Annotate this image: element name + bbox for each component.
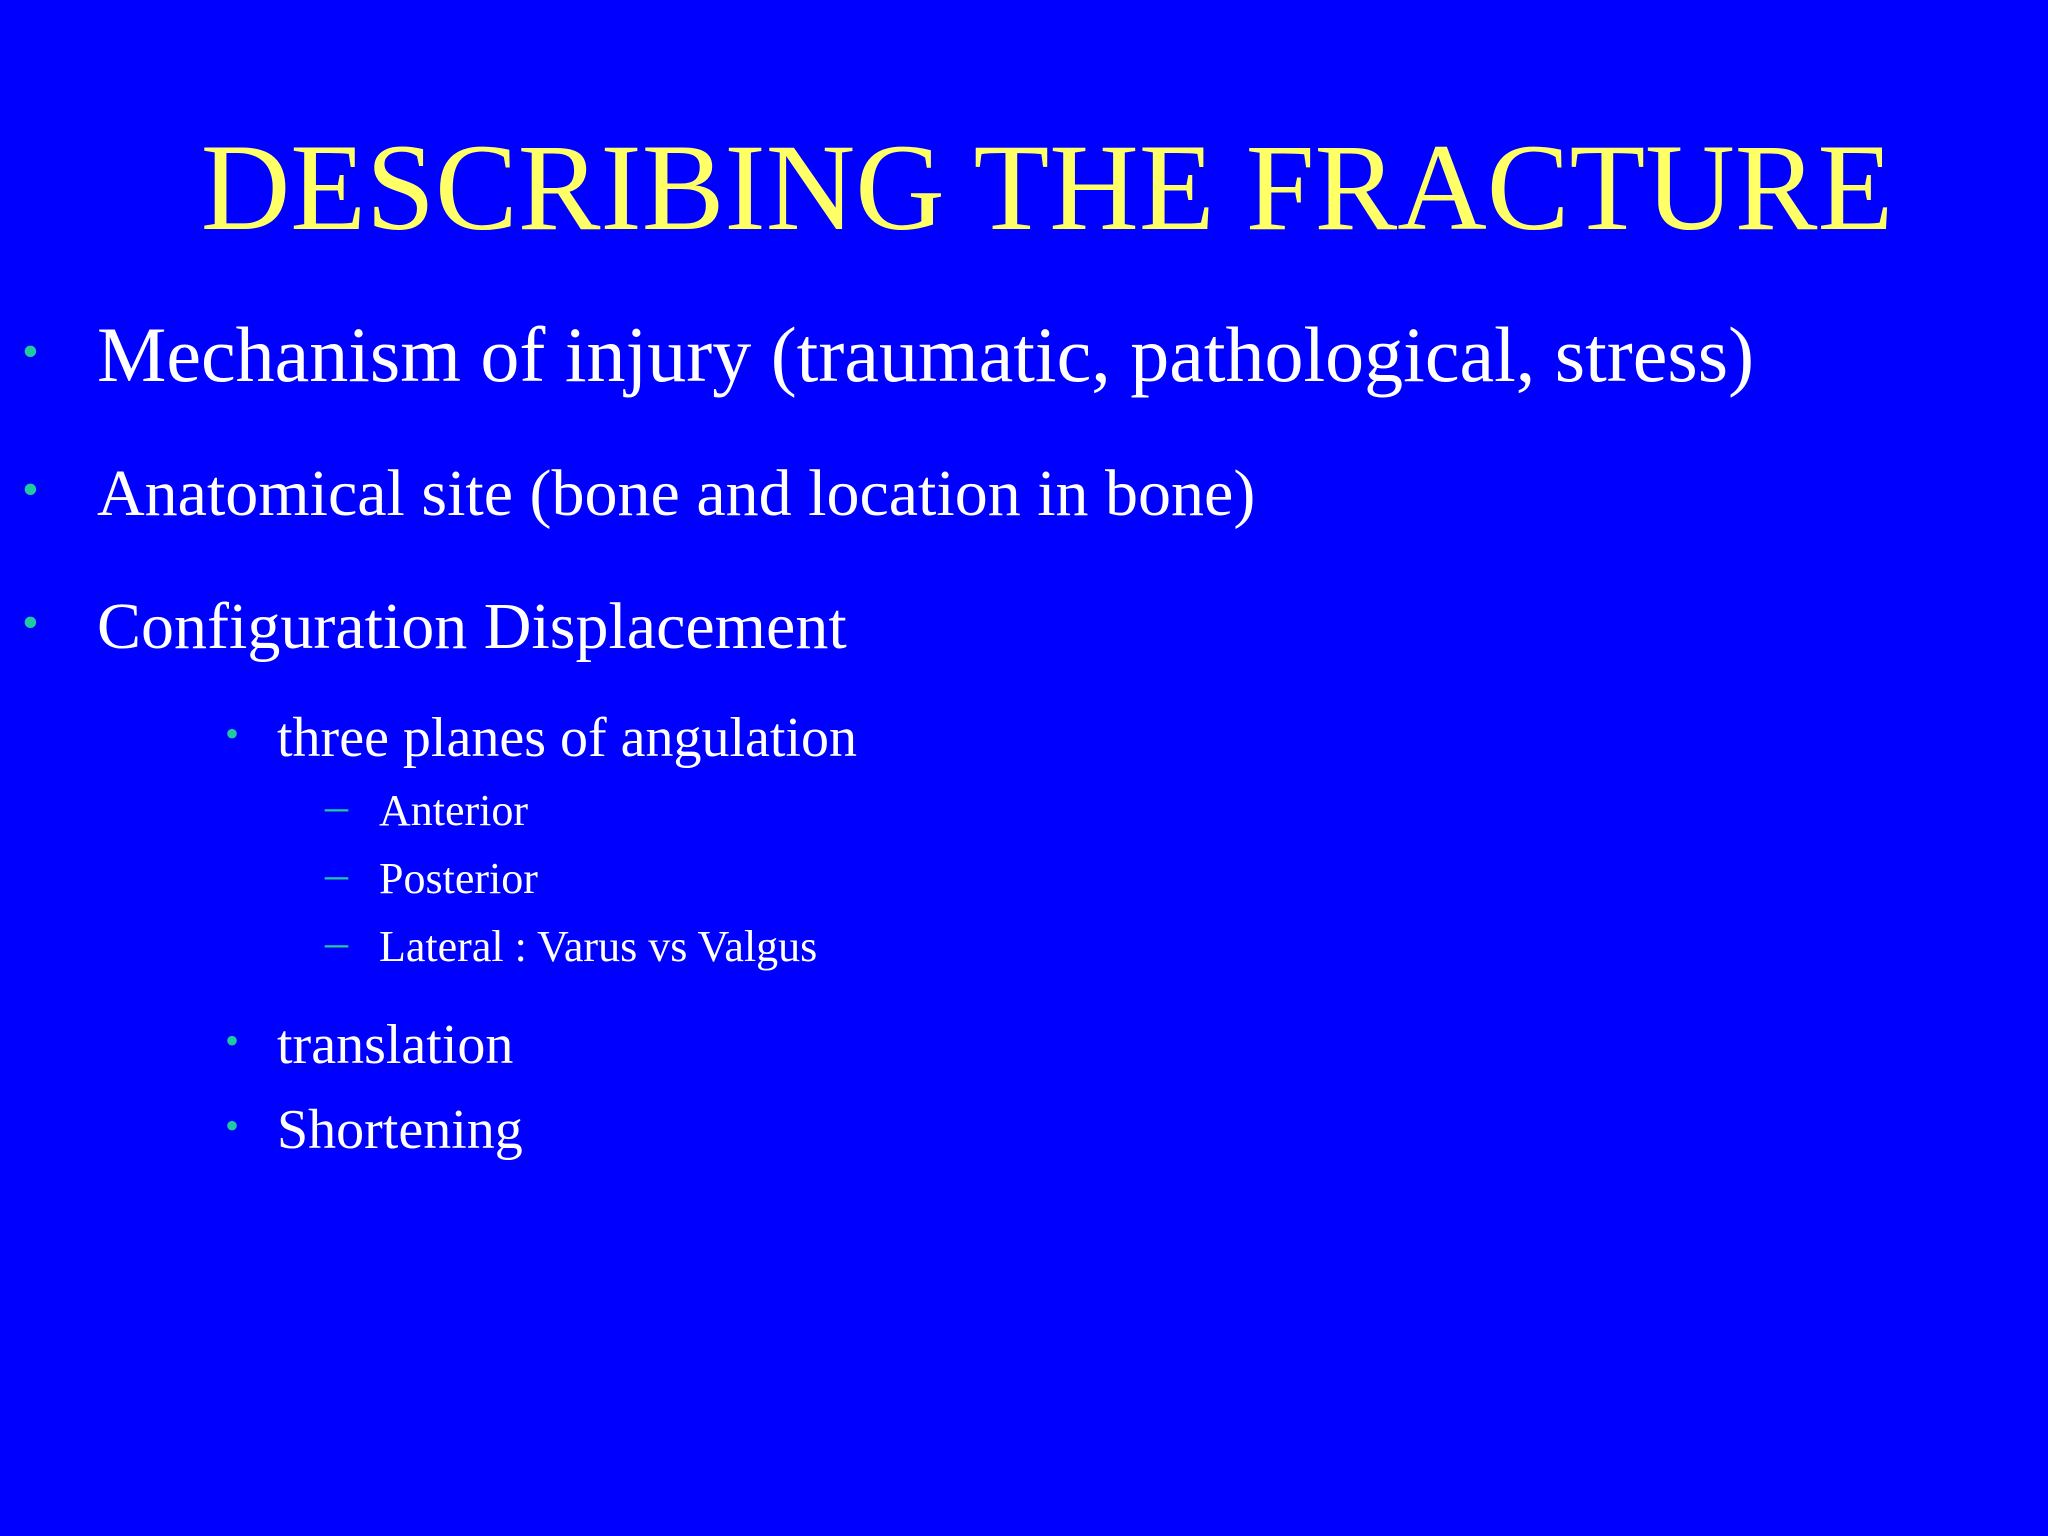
- dash-icon: –: [325, 780, 348, 831]
- bullet-text: Configuration Displacement: [97, 590, 847, 663]
- bullet-text: Anatomical site (bone and location in bone): [97, 457, 1256, 530]
- bullet-icon: •: [225, 1018, 240, 1063]
- bullet-icon: •: [22, 325, 39, 378]
- bullet-icon: •: [225, 711, 240, 756]
- sub-bullet-text: three planes of angulation: [277, 707, 858, 769]
- bullet-icon: •: [225, 1103, 240, 1148]
- sub-sub-item-text: Anterior: [379, 786, 529, 835]
- sub-bullet-text: Shortening: [277, 1099, 523, 1161]
- slide-title: DESCRIBING THE FRACTURE: [200, 119, 1894, 256]
- sub-sub-item-text: Posterior: [379, 854, 538, 903]
- sub-sub-item-text: Lateral : Varus vs Valgus: [379, 922, 818, 971]
- dash-icon: –: [325, 848, 348, 899]
- bullet-icon: •: [22, 596, 39, 649]
- dash-icon: –: [325, 916, 348, 967]
- bullet-text: Mechanism of injury (traumatic, pathological, stress): [97, 311, 1755, 398]
- bullet-icon: •: [22, 463, 39, 516]
- sub-bullet-text: translation: [277, 1014, 514, 1076]
